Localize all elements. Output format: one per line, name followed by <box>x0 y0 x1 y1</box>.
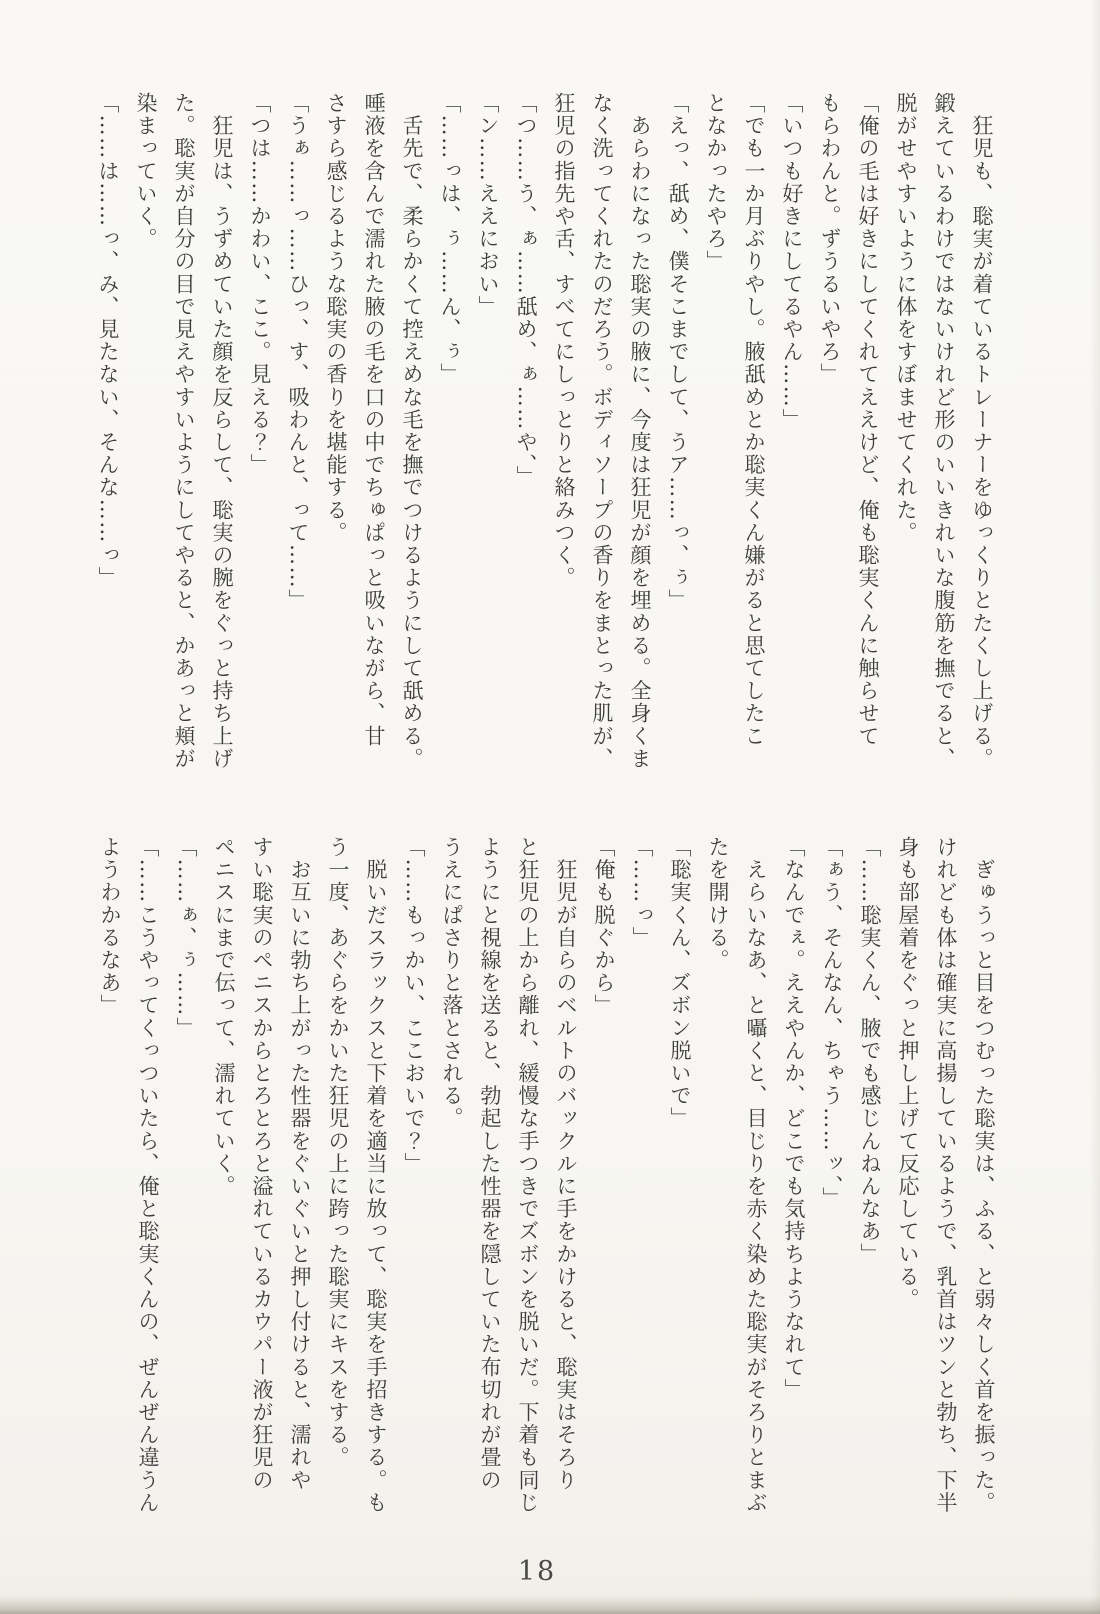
text-column: 「聡実くん、ズボン脱いで」 <box>668 836 692 1130</box>
text-column: 染まっていく。 <box>134 92 158 251</box>
text-column: う一度、あぐらをかいた狂児の上に跨った聡実にキスをする。 <box>326 836 350 1469</box>
text-column: えらいなあ、と囁くと、目じりを赤く染めた聡実がそろりとまぶ <box>744 836 768 1514</box>
text-column: お互いに勃ち上がった性器をぐいぐいと押し付けると、濡れや <box>288 836 312 1492</box>
text-column: 狂児が自らのベルトのバックルに手をかけると、聡実はそろり <box>554 836 578 1492</box>
text-column: なく洗ってくれたのだろう。ボディソープの香りをまとった肌が、 <box>590 92 614 770</box>
text-column: 身も部屋着をぐっと押し上げて反応している。 <box>896 836 920 1311</box>
text-column: 「でも一か月ぶりやし。腋舐めとか聡実くん嫌がると思てしたこ <box>742 92 766 748</box>
text-column: けれども体は確実に高揚しているようで、乳首はツンと勃ち、下半 <box>934 836 958 1514</box>
text-column: 舌先で、柔らかくて控えめな毛を撫でつけるようにして舐める。 <box>400 92 424 770</box>
text-column: た。聡実が自分の目で見えやすいようにしてやると、かあっと頬が <box>172 92 196 770</box>
text-column: 「つは……かわい、ここ。見える？」 <box>248 92 272 477</box>
text-column: ペニスにまで伝って、濡れていく。 <box>212 836 236 1198</box>
text-column: 「……ぁ、ぅ……」 <box>174 836 198 1040</box>
text-column: 脱がせやすいように体をすぼませてくれた。 <box>894 92 918 544</box>
text-column: 鍛えているわけではないけれど形のいいきれいな腹筋を撫でると、 <box>932 92 956 770</box>
text-column: ようにと視線を送ると、勃起した性器を隠していた布切れが畳の <box>478 836 502 1492</box>
text-column: ようわかるなあ」 <box>98 836 122 1017</box>
text-column: もらわんと。ずうるいやろ」 <box>818 92 842 386</box>
text-column: 「……こうやってくっついたら、俺と聡実くんの、ぜんぜん違うん <box>136 836 160 1514</box>
text-column: うえにぱさりと落とされる。 <box>440 836 464 1130</box>
text-column: あらわになった聡実の腋に、今度は狂児が顔を埋める。全身くま <box>628 92 652 770</box>
text-column: 「いつも好きにしてるやん……」 <box>780 92 804 431</box>
text-column: 「ぁう、そんなん、ちゃう……ッ、」 <box>820 836 844 1210</box>
text-column: 「……聡実くん、腋でも感じんねんなあ」 <box>858 836 882 1266</box>
text-column: 「なんでぇ。ええやんか、どこでも気持ちようなれて」 <box>782 836 806 1401</box>
text-column: 「……っ」 <box>630 836 654 949</box>
text-block-top <box>89 92 1001 784</box>
text-column: 「ン……ええにおい」 <box>476 92 500 318</box>
text-column: ぎゅうっと目をつむった聡実は、ふる、と弱々しく首を振った。 <box>972 836 996 1514</box>
text-column: 「……は……っ、み、見たない、そんな……っ」 <box>96 92 120 590</box>
text-block-bottom <box>91 836 1003 1528</box>
text-column: 狂児は、うずめていた顔を反らして、聡実の腕をぐっと持ち上げ <box>210 92 234 770</box>
text-column: 「つ……う、ぁ……舐め、ぁ……や、」 <box>514 92 538 489</box>
text-column: と狂児の上から離れ、緩慢な手つきでズボンを脱いだ。下着も同じ <box>516 836 540 1514</box>
text-column: 「うぁ……っ……ひっ、す、吸わんと、って……」 <box>286 92 310 612</box>
text-column: 「……もっかい、ここおいで？」 <box>402 836 426 1175</box>
text-column: 「……っは、ぅ……ん、ぅ」 <box>438 92 462 386</box>
page-bottom-shadow <box>0 1596 1100 1614</box>
page-number: 18 <box>517 1556 557 1587</box>
text-column: 「俺の毛は好きにしてくれてええけど、俺も聡実くんに触らせて <box>856 92 880 748</box>
text-column: 脱いだスラックスと下着を適当に放って、聡実を手招きする。も <box>364 836 388 1514</box>
text-column: 「俺も脱ぐから」 <box>592 836 616 1017</box>
text-column: 唾液を含んで濡れた腋の毛を口の中でちゅぱっと吸いながら、甘 <box>362 92 386 748</box>
text-column: となかったやろ」 <box>704 92 728 273</box>
text-column: 狂児の指先や舌、すべてにしっとりと絡みつく。 <box>552 92 576 590</box>
text-column: 「えっ、舐め、僕そこまでして、うア……っ、ぅ」 <box>666 92 690 612</box>
page-edge-tint <box>1090 0 1100 1614</box>
text-column: すい聡実のペニスからとろとろと溢れているカウパー液が狂児の <box>250 836 274 1492</box>
text-column: 狂児も、聡実が着ているトレーナーをゆっくりとたくし上げる。 <box>970 92 994 770</box>
text-column: さすら感じるような聡実の香りを堪能する。 <box>324 92 348 544</box>
text-column: たを開ける。 <box>706 836 730 972</box>
